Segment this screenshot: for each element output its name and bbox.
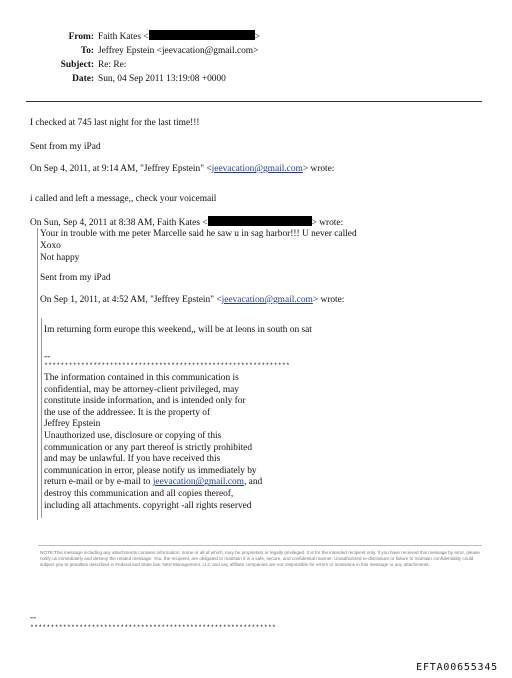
quote-bar xyxy=(37,228,38,520)
quoted-line: Im returning form europe this weekend,, will be at leons in south on sat xyxy=(44,325,312,335)
sent-from-line: Sent from my iPad xyxy=(40,273,111,283)
quote-header-text: On Sep 1, 2011, at 4:52 AM, "Jeffrey Epstein" < xyxy=(40,295,222,305)
to-value: Jeffrey Epstein <jeevacation@gmail.com> xyxy=(98,46,259,56)
quote-header-end: > wrote: xyxy=(311,218,344,228)
disclaimer-line: destroy this communication and all copies thereof, xyxy=(44,488,234,499)
quote-header xyxy=(30,163,334,175)
disclaimer-line: including all attachments. copyright -all rights reserved xyxy=(44,500,252,511)
email-link[interactable]: jeevacation@gmail.com xyxy=(221,295,313,305)
email-link[interactable]: jeevacation@gmail.com xyxy=(152,477,244,488)
from-name: Faith Kates < xyxy=(98,32,149,42)
footer-stars: ************************************************************ xyxy=(30,624,277,631)
quote-header-end: > wrote: xyxy=(312,295,345,305)
date-value: Sun, 04 Sep 2011 13:19:08 +0000 xyxy=(98,74,226,84)
quote-header-text: On Sun, Sep 4, 2011 at 8:38 AM, Faith Kates < xyxy=(30,218,208,228)
from-value xyxy=(98,30,260,44)
disclaimer-line: The information contained in this communication is xyxy=(44,373,239,383)
date-row xyxy=(30,72,260,86)
body-line: I checked at 745 last night for the last time!!! xyxy=(30,118,200,128)
signature-dash: -- xyxy=(44,352,51,362)
quoted-line: Your in trouble with me peter Marcelle said he saw u in sag harbor!!! U never called xyxy=(40,229,357,239)
quote-header xyxy=(40,294,344,306)
disclaimer-line: communication in error, please notify us immediately by xyxy=(44,465,257,476)
quoted-line: Xoxo xyxy=(40,241,61,251)
quote-bar-inner xyxy=(41,318,42,518)
to-label: To: xyxy=(80,46,94,56)
from-label: From: xyxy=(68,32,94,42)
footer-dash: -- xyxy=(30,613,37,623)
to-row xyxy=(30,44,260,58)
email-header xyxy=(30,30,260,86)
subject-row xyxy=(30,58,260,72)
subject-label: Subject: xyxy=(60,60,94,70)
disclaimer-line: and may be unlawful. If you have received this xyxy=(44,454,221,465)
disclaimer-line: Jeffrey Epstein xyxy=(44,419,101,430)
email-link[interactable]: jeevacation@gmail.com xyxy=(211,164,303,174)
disclaimer-line: Unauthorized use, disclosure or copying of this xyxy=(44,430,222,441)
quoted-line: Not happy xyxy=(40,253,80,263)
disclaimer-line: confidential, may be attorney-client privileged, may xyxy=(44,384,239,395)
disclaimer-line: communication or any part thereof is strictly prohibited xyxy=(44,442,253,453)
disclaimer-line xyxy=(44,477,262,489)
legal-note: NOTE:This message including any attachments contains information, some or all of which, may be proprietary or legally privileged. It is for the intended recipient only. If you have received this message by error, please notify us immediately and destroy the related message. You, the recipient, are obligated to maintain it in a safe, secure, and confidential manner. Unauthorized re-disclosure or failure to maintain confidentiality could subject you to penalties described in Federal and State law. Next Management, LLC and any affiliate companies are not responsible for errors or omissions in this message or any attachments. xyxy=(40,550,480,568)
subject-value: Re: Re: xyxy=(98,60,127,70)
sent-from-line: Sent from my iPad xyxy=(30,142,101,152)
quote-header-text: On Sep 4, 2011, at 9:14 AM, "Jeffrey Epstein" < xyxy=(30,164,212,174)
signature-stars: ************************************************************ xyxy=(44,362,291,369)
quote-header-end: > wrote: xyxy=(302,164,335,174)
disclaimer-line: constitute inside information, and is intended only for xyxy=(44,396,246,407)
disclaimer-text: return e-mail or by e-mail to xyxy=(44,477,153,488)
note-divider xyxy=(38,545,482,546)
disclaimer-line: the use of the addressee. It is the property of xyxy=(44,407,211,418)
disclaimer-text: , and xyxy=(243,477,263,488)
redaction-block xyxy=(149,30,255,40)
from-end: > xyxy=(254,32,260,42)
from-row xyxy=(30,30,260,44)
bates-number: EFTA00655345 xyxy=(416,662,498,673)
reply-line: i called and left a message,, check your voicemail xyxy=(30,194,217,204)
date-label: Date: xyxy=(72,74,94,84)
confidentiality-disclaimer xyxy=(44,373,262,512)
header-divider xyxy=(26,101,482,102)
redaction-block xyxy=(208,216,312,226)
